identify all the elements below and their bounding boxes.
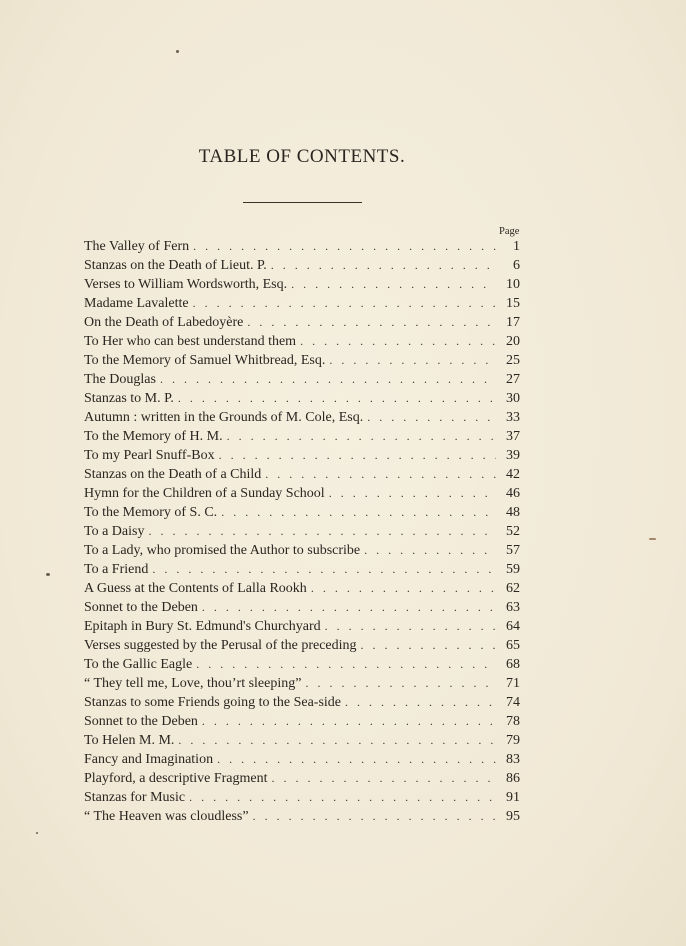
dot-leader bbox=[221, 503, 496, 522]
toc-entry-title: To the Memory of S. C. bbox=[84, 505, 218, 520]
toc-entry-page-number: 10 bbox=[506, 277, 520, 292]
toc-entry-title: Stanzas on the Death of a Child bbox=[84, 467, 262, 482]
toc-entry bbox=[84, 275, 520, 294]
toc-entry-title: Sonnet to the Deben bbox=[84, 714, 198, 729]
toc-entry bbox=[84, 370, 520, 389]
toc-entry-title: To a Daisy bbox=[84, 524, 145, 539]
dot-leader bbox=[305, 674, 496, 693]
toc-entry-title: To my Pearl Snuff-Box bbox=[84, 448, 215, 463]
toc-entry-title: Playford, a descriptive Fragment bbox=[84, 771, 268, 786]
toc-entry bbox=[84, 750, 520, 769]
toc-entry-title: Sonnet to the Deben bbox=[84, 600, 198, 615]
dot-leader bbox=[271, 256, 496, 275]
toc-entry-title: Epitaph in Bury St. Edmund's Churchyard bbox=[84, 619, 321, 634]
toc-entry-page-number: 71 bbox=[506, 676, 520, 691]
dot-leader bbox=[345, 693, 496, 712]
toc-entry bbox=[84, 731, 520, 750]
toc-entry-title: Stanzas on the Death of Lieut. P. bbox=[84, 258, 267, 273]
toc-entry bbox=[84, 408, 520, 427]
toc-entry bbox=[84, 465, 520, 484]
toc-entry-page-number: 79 bbox=[506, 733, 520, 748]
toc-entry-page-number: 42 bbox=[506, 467, 520, 482]
dot-leader bbox=[189, 788, 496, 807]
dot-leader bbox=[300, 332, 496, 351]
toc-entry bbox=[84, 807, 520, 826]
toc-entry bbox=[84, 636, 520, 655]
toc-entry-page-number: 39 bbox=[506, 448, 520, 463]
toc-entry-title: “ They tell me, Love, thou’rt sleeping” bbox=[84, 676, 302, 691]
toc-entry-title: Stanzas for Music bbox=[84, 790, 186, 805]
paper-speck bbox=[36, 832, 38, 834]
toc-entry-title: Madame Lavalette bbox=[84, 296, 189, 311]
toc-entry-page-number: 1 bbox=[513, 239, 520, 254]
toc-entry-title: To Her who can best understand them bbox=[84, 334, 297, 349]
toc-entry-page-number: 17 bbox=[506, 315, 520, 330]
toc-entry-page-number: 52 bbox=[506, 524, 520, 539]
toc-entry bbox=[84, 541, 520, 560]
dot-leader bbox=[367, 408, 496, 427]
toc-entry-page-number: 91 bbox=[506, 790, 520, 805]
dot-leader bbox=[253, 807, 496, 826]
toc-entry-title: To Helen M. M. bbox=[84, 733, 175, 748]
toc-entry-page-number: 20 bbox=[506, 334, 520, 349]
toc-entry bbox=[84, 332, 520, 351]
dot-leader bbox=[291, 275, 496, 294]
toc-entry-title: Fancy and Imagination bbox=[84, 752, 214, 767]
toc-entry-title: To a Friend bbox=[84, 562, 149, 577]
toc-entry bbox=[84, 560, 520, 579]
toc-entry bbox=[84, 351, 520, 370]
toc-entry-page-number: 68 bbox=[506, 657, 520, 672]
dot-leader bbox=[329, 351, 496, 370]
toc-entry bbox=[84, 427, 520, 446]
toc-entry-page-number: 59 bbox=[506, 562, 520, 577]
paper-speck bbox=[46, 573, 50, 576]
dot-leader bbox=[265, 465, 496, 484]
toc-entry-page-number: 74 bbox=[506, 695, 520, 710]
dot-leader bbox=[193, 294, 496, 313]
dot-leader bbox=[160, 370, 496, 389]
paper-speck bbox=[176, 50, 179, 53]
toc-entry bbox=[84, 446, 520, 465]
toc-entry bbox=[84, 237, 520, 256]
toc-entry bbox=[84, 655, 520, 674]
toc-entry-page-number: 48 bbox=[506, 505, 520, 520]
dot-leader bbox=[364, 541, 496, 560]
dot-leader bbox=[325, 617, 496, 636]
toc-entry-title: To the Memory of H. M. bbox=[84, 429, 223, 444]
dot-leader bbox=[148, 522, 496, 541]
toc-entry bbox=[84, 389, 520, 408]
toc-entry bbox=[84, 769, 520, 788]
toc-entry-page-number: 33 bbox=[506, 410, 520, 425]
toc-entry-page-number: 27 bbox=[506, 372, 520, 387]
toc-entry bbox=[84, 313, 520, 332]
toc-entry-title: On the Death of Labedoyère bbox=[84, 315, 244, 330]
dot-leader bbox=[202, 598, 496, 617]
dot-leader bbox=[311, 579, 496, 598]
toc-entry bbox=[84, 256, 520, 275]
toc-entry bbox=[84, 712, 520, 731]
dot-leader bbox=[247, 313, 496, 332]
toc-entry-page-number: 30 bbox=[506, 391, 520, 406]
toc-entry-title: Verses to William Wordsworth, Esq. bbox=[84, 277, 288, 292]
toc-entry-title: The Douglas bbox=[84, 372, 156, 387]
toc-entry-page-number: 57 bbox=[506, 543, 520, 558]
dot-leader bbox=[202, 712, 496, 731]
toc-entry-page-number: 46 bbox=[506, 486, 520, 501]
dot-leader bbox=[227, 427, 496, 446]
table-of-contents-list bbox=[84, 237, 520, 826]
toc-entry bbox=[84, 674, 520, 693]
dot-leader bbox=[219, 446, 496, 465]
toc-entry-page-number: 64 bbox=[506, 619, 520, 634]
toc-entry-title: Stanzas to M. P. bbox=[84, 391, 174, 406]
toc-entry bbox=[84, 598, 520, 617]
toc-entry-title: “ The Heaven was cloudless” bbox=[84, 809, 249, 824]
page-column-label: Page bbox=[499, 226, 520, 237]
toc-entry-title: The Valley of Fern bbox=[84, 239, 190, 254]
dot-leader bbox=[272, 769, 496, 788]
page-title: TABLE OF CONTENTS. bbox=[198, 146, 406, 167]
dot-leader bbox=[196, 655, 496, 674]
title-divider-rule bbox=[243, 202, 362, 203]
toc-entry-page-number: 15 bbox=[506, 296, 520, 311]
dot-leader bbox=[193, 237, 496, 256]
toc-entry-title: To a Lady, who promised the Author to subscribe bbox=[84, 543, 361, 558]
toc-entry-page-number: 95 bbox=[506, 809, 520, 824]
toc-entry-page-number: 83 bbox=[506, 752, 520, 767]
dot-leader bbox=[361, 636, 496, 655]
dot-leader bbox=[178, 389, 496, 408]
toc-entry-title: Hymn for the Children of a Sunday School bbox=[84, 486, 325, 501]
toc-entry-page-number: 78 bbox=[506, 714, 520, 729]
toc-entry-title: Stanzas to some Friends going to the Sea-side bbox=[84, 695, 342, 710]
toc-entry bbox=[84, 579, 520, 598]
toc-entry-title: To the Memory of Samuel Whitbread, Esq. bbox=[84, 353, 326, 368]
toc-entry-title: To the Gallic Eagle bbox=[84, 657, 193, 672]
toc-entry bbox=[84, 294, 520, 313]
toc-entry-title: Autumn : written in the Grounds of M. Cole, Esq. bbox=[84, 410, 364, 425]
toc-entry bbox=[84, 522, 520, 541]
toc-entry-page-number: 65 bbox=[506, 638, 520, 653]
toc-entry bbox=[84, 617, 520, 636]
toc-entry-page-number: 86 bbox=[506, 771, 520, 786]
dot-leader bbox=[217, 750, 496, 769]
toc-entry-page-number: 6 bbox=[513, 258, 520, 273]
toc-entry bbox=[84, 484, 520, 503]
toc-entry bbox=[84, 503, 520, 522]
paper-speck bbox=[649, 538, 656, 540]
toc-entry-page-number: 63 bbox=[506, 600, 520, 615]
toc-entry bbox=[84, 788, 520, 807]
toc-entry-page-number: 25 bbox=[506, 353, 520, 368]
dot-leader bbox=[152, 560, 496, 579]
toc-entry-page-number: 62 bbox=[506, 581, 520, 596]
dot-leader bbox=[178, 731, 496, 750]
toc-entry-title: Verses suggested by the Perusal of the preceding bbox=[84, 638, 357, 653]
dot-leader bbox=[329, 484, 496, 503]
toc-entry bbox=[84, 693, 520, 712]
toc-entry-page-number: 37 bbox=[506, 429, 520, 444]
toc-entry-title: A Guess at the Contents of Lalla Rookh bbox=[84, 581, 307, 596]
